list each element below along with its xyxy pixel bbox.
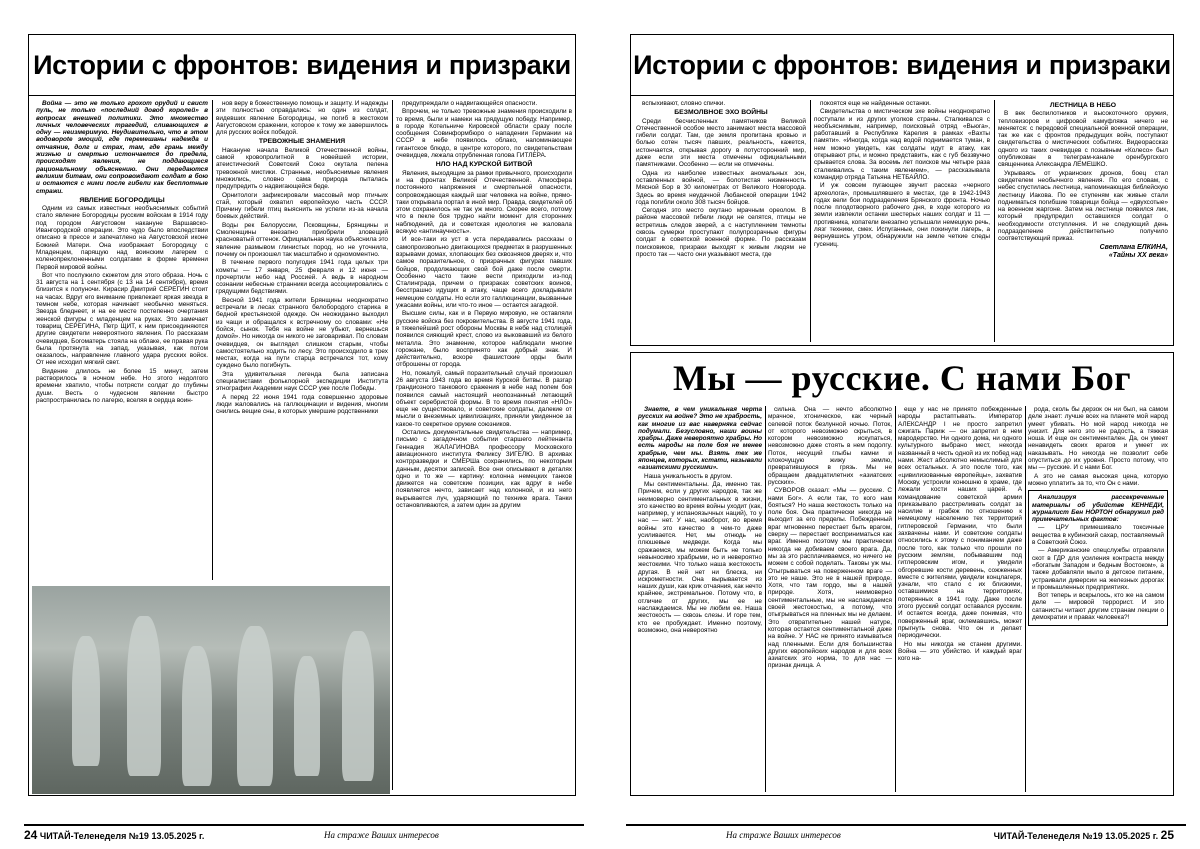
paragraph: предупреждали о надвигающейся опасности. (402, 100, 538, 107)
second-article-title: Мы — русские. С нами Бог (672, 358, 1132, 398)
paragraph: Весной 1941 года жители Брянщины неоднократно встречали в лесах странного белобородого старика в бедной крестьянской одежде. Он неожиданно выходил из чащи и обращался к встречному со словами: «Не бойся, сынок. Тебя на войне не убьют, вернешься домой». Но никогда он никого не заговаривал. По словам очевидцев, он выглядел слишком старым, чтобы самостоятельно ходить по лесу. Это происходило в трех местах, когда на пути старца встречался тот, кому суждено было погибнуть. (216, 296, 388, 370)
column-divider (895, 406, 896, 792)
right-column-2 (814, 100, 990, 342)
ghost-figure (127, 616, 161, 776)
paragraph: Остались документальные свидетельства — например, письмо с загадочном событии старшего лейтенанта Геннадия ЖАЛАГИНОВА профессору Московского авиационного института Феликсу ЗИГЕЛЮ. В архивах контрразведки и СМЕРШа сохранились, по некоторым данным, десятки записей. Все они описывают в деталях одно и то же — картину: колонна немецких танков движется на советские позиции, как вдруг в небе появляется нечто, зависает над колонной, и из него вырывается луч, ударяющий по технике врага. Танки остановливаются, а затем один за другим (396, 429, 572, 510)
paragraph: Накануне начала Великой Отечественной войны, самой кровопролитной в новейшей истории, атеистический Советский Союз окутала пелена тревожной мистики. Странные, необъяснимые явления множились, словно сама природа пыталась предупредить о надвигающейся беде. (216, 146, 388, 191)
paragraph: Впрочем, не только тревожные знамения происходили в то время, были и намеки на грядущую победу. Например, в городе Котельниче Кировской области сразу после сообщения Совинформбюро о нападении Германии на СССР в небе появилось облако, напоминающее гигантское блюдо, в центре которого, по свидетельствам очевидцев, лежала отрубленная голова ГИТЛЕРА. (396, 108, 572, 160)
lead-paragraph: Война — это не только грохот орудий и свист пуль, не только «последний довод королей» в вопросах внешней политики. Это множество личных человеческих трагедий, сливающихся в одну — неизмеримую. Неудивительно, что в этом водоворote эмоций, где перемешаны надежда и отчаяние, долг и страх, там, где грань между жизнью и смертью истончается до предела, происходят явления, не поддающиеся рациональному объяснению. Они передаются великим битвам, они сопровождают солдат в бою и остаются с ними после гибели как бесплотные стражи. (36, 100, 208, 195)
paragraph: сильна. Она — нечто абсолютно мрачное, хтоническое, как черный селевой поток безлунной ночью. Поток, от которого невозможно скрыться, в котором невозможно искупаться, невозможно даже стоять в нем подолгу. Поток, несущий глыбы камни и клокочущую жижу землю, превратившуюся в грязь. Мы не обращаем двадцатилетних «азиатских русских». (768, 406, 892, 486)
paragraph: Мы сентиментальны. Да, именно так. Причем, если у других народов, так же неимоверно сентиментальных в жизни, это качество во время войны уходит (как, например, у испаноязычных наций), то у нас — нет. У нас, наоборот, во время войны это качество в чем-то даже усиливается. Нет, мы отнюдь не плюшевые медведи. Когда мы сражаемся, мы можем быть не только невыносимо храбрыми, но и невероятно жестокими. Что только наша жестокость другая. В ней нет ни блеска, ни искрометности. Она вырывается из наших души, как крик отчаяния, как нечто крайнее, экстремальное. Потому что, в отличие от других, мы ее не наслаждаемся. Мы не любим ее. Наша жестокость — сквозь слезы. И горе тем, кто ее пробуждает. Именно поэтому, возможно, она невероятно (638, 480, 762, 634)
column-divider (1025, 406, 1026, 792)
page-number: 25 (1160, 828, 1174, 842)
paragraph: СУВОРОВ сказал: «Мы — русские. С нами Бог». А если так, то кого нам бояться? Но наша жестокость только на поле боя. Она практически никогда не выходит за его пределы. Побежденный враг мгновенно перестает быть врагом, сверху — перестает восприниматься как враг. Именно поэтому мы практически никогда не добиваем своего врага. Да, мы за это расплачиваемся, но ничего не можем с собой поделать. Таковы уж мы. Отыгрываться на поверженном враге — это не наше. Это не в нашей природе. Хотя, что там гордо, мы в нашей природе. Хотя, неимоверно сентиментальные, мы не наслаждаемся своей жестокостью, а потому, что отыгрываться на пленных мы не делаем. Это отвратительно нашей натуре, которая остается сентиментальной даже на войне. У НАС не принято измываться над пленными. Если для большинства других европейских народов и для всех азиатских это норма, то для нас — признак днища. А (768, 487, 892, 670)
sidebar-box (1028, 490, 1168, 626)
paragraph: еще у нас не принято побежденные народы растаптывать. Император АЛЕКСАНДР I не просто запретил сжигать Париж — он запретил в нем мародерство. Ни одного дома, ни одного культурного выбрано мест, некогда названный в честь одной из их побед над нами. Жест абсолютно немыслимый для всех остальных. А это после того, как «цивилизованные европейцы», захватив Москву, устроили конюшню в храме, где лежали кости наших царей. А командование советской армии приказывало расстреливать солдат за насилие и грабеж по отношению к немецкому населению тех территорий гитлеровской Германии, что были захвачены нами. И советские солдаты относились к этому с пониманием даже после того, как только что прошли по русским землям, побывавшим под гитлеровским игом, и увидели обгоревшие кости деревень, сожженных вместе с жителями, увидели концлагеря, узнали, что стало с их близкими, оставшимися на территориях, потерянных в 1941 году. Даже после этого русский солдат оставался русским. И остается всегда, даже понимая, что поверженный враг, оклемавшись, может прыгнуть снова. Что он и делает периодически. (898, 406, 1022, 640)
article2-column-4 (1028, 406, 1168, 794)
paragraph: рода, сколь бы дерзок он ни был, на самом деле знает: лучше всех на планете мой народ умеет убивать. Но мой народ никогда не унизит. Для него это не радость, а тяжкая ноша. И еще он сентиментален. Да, он умеет ненавидеть своих врагов и умеет их наказывать. Но никогда не позволит себе опуститься до их уровня. Просто потому, что мы — русские. И с нами Бог. (1028, 406, 1168, 472)
paragraph: Свидетельства о мистическом эхе войны неоднократно поступали и из других уголков страны. Сталкивался с необъяснимым, например, поисковый отряд «Вьюга», работавший в Республике Карелия в рамках «Вахты памяти». «Иногда, когда над водой поднимается туман, в нем можно увидеть, как солдаты идут в атаку, как открывают рты, и можно представить, как с губ беззвучно срывается слова. За восемь лет поисков мы четыре раза сталкивались с таким явлением», — рассказывала командир отряда Татьяна НЕТБАЙЛО. (814, 108, 990, 181)
ghost-figure (237, 626, 273, 786)
paragraph: Одним из самых известных необъяснимых событий стало явление Богородицы русским войскам в 1914 году под городом Августовом накануне Варшавско-Ивангородской операции. Это чудо было впоследствии описано в прессе и запечатлено на Августовской иконе Божией Матери. Она изображает Богородицу с Младенцем, парящую над воинским лагерем с коленопреклоненными солдатами в форме времени Первой мировой войны. (36, 205, 208, 271)
paragraph: — ЦРУ примешивало токсичные вещества в кубинский сахар, поставляемый в Советский Союз. (1032, 524, 1164, 547)
article2-column-1 (638, 406, 762, 794)
paragraph: Наша уникальность в другом. (644, 472, 733, 480)
subheading-lestnitsa: ЛЕСТНИЦА В НЕБО (1049, 102, 1117, 109)
subheading-nlo: НЛО НАД КУРСКОЙ БИТВОЙ (435, 161, 533, 169)
paper-name: ЧИТАЙ-Теленеделя (993, 831, 1081, 841)
paragraph: И все-таки из уст в уста передавались рассказы о самопроизвольно двигающихся предметах в разрушенных взрывами домах, хлопающих без сквозняков дверях и, что самое поразительное, о призрачных фигурах павших бойцов, продолжающих свой бой даже после смерти. Особенно часто такие вести приходили из-под Сталинграда, причем о призраках советских воинов, бесстрашно идущих в атаку, чаще всего докладывали немецкие солдаты. Но если это галлюцинации, вызванные ужасами войны, или что-то иное — остается загадкой. (396, 236, 572, 310)
paragraph: нов веру в божественную помощь и защиту. И надежды эти полностью оправдались: но один из солдат, видевших явление Богородицы, не погиб в жестоком Августовском сражении, которое к тому же завершилось для русских войск победой. (216, 100, 388, 137)
ghost-figure (342, 631, 374, 781)
paragraph: А перед 22 июня 1941 года совершенно здоровые люди жаловались на галлюцинации и видения, многим снились вещие сны, в которых умершие родственники (216, 393, 388, 416)
subheading-znameniya: ТРЕВОЖНЫЕ ЗНАМЕНИЯ (258, 138, 346, 146)
issue-date: 13.05.2025 г. (151, 831, 205, 841)
issue-number: №19 (1082, 831, 1103, 841)
left-page-title: Истории с фронтов: видения и призраки (28, 34, 576, 96)
column-divider (212, 100, 213, 580)
paragraph: Среди бесчисленных памятников Великой Отечественной особое место занимают места массовой гибели солдат. Там, где земля пропитана кровью и болью сотен тысяч павших, реальность, кажется, истончается, открывая дорогу в потусторонний мир, даже если эти места отмечены официальными памятниками. Особенно — если не отмечены. (636, 117, 806, 169)
ghost-figure (72, 636, 100, 766)
article2-column-2 (768, 406, 892, 794)
paragraph: вспыхивают, словно спички. (642, 100, 726, 107)
right-column-3 (998, 100, 1168, 342)
issue-date: 13.05.2025 г. (1105, 831, 1159, 841)
paragraph: А это не самая высокая цена, которую можно уплатить за то, что Он с нами. (1028, 472, 1168, 487)
issue-number: №19 (128, 831, 149, 841)
paragraph: И уж совсем пугающее звучит рассказ «черного археолога», промышлявшего в местах, где в 1942-1943 годах вели бои подразделения Брянского фронта. Ночью после плодотворного рабочего дня, в ходе которого из земли извлекли останки шестерых наших солдат и 11 — противника, копатели внезапно услышали немецкую речь, лязг техники, смех. Испуганные, они покинули лагерь, а вернувшись утром, обнаружили на земле четкие следы гусениц. (814, 182, 990, 248)
paragraph: Но, пожалуй, самый поразительный случай произошел 26 августа 1943 года во время Курской битвы. В разгар грандиозного танкового сражения в небе над полем боя появился самый настоящий неопознанный летающий объект серебристой формы. В то время понятия «НЛО» еще не существовало, и советские солдаты, далекие от мысли о внеземных цивилизациях, приняли увиденное за какое-то секретное оружие союзников. (396, 369, 572, 428)
column-divider (994, 100, 995, 342)
paragraph: покоятся еще не найденные останки. (820, 100, 931, 107)
left-footer (24, 824, 584, 842)
source-signature: «Тайны XX века» (1108, 251, 1168, 259)
right-page (626, 34, 1186, 842)
right-page-title: Истории с фронтов: видения и призраки (630, 34, 1174, 96)
left-page (24, 34, 584, 842)
paragraph: Но мы никогда не станем другими. Война — это убийство. И каждый враг кого на- (898, 640, 1022, 663)
paragraph: Укрываясь от украинских дронов, боец стал свидетелем необычного явления. По его словам, с небес спустилась лестница, напоминающая библейскую лестницу Иакова. По ее ступеням как живые стали подниматься погибшие товарищи бойца — «двухсотые» на военном жаргоне. Затем на лестнице появился лик, который предупредил оставшихся солдат о необходимости отступления. И не следующий день подразделение действительно получило соответствующий приказ. (998, 169, 1168, 243)
lead-paragraph: Знаете, в чем уникальная черта русских на войне? Это не храбрость, как многие из вас наверняка сейчас подумали. Безусловно, наши воины храбры. Даже невероятно храбры. Но есть народы на поле боя не менее храбрые, чем мы. Взять тех же японцев, которых, кстати, называли «азиатскими русскими». (638, 406, 762, 472)
column-divider (765, 406, 766, 792)
ghost-figure (182, 646, 212, 786)
subheading-bogoroditsa: ЯВЛЕНИЕ БОГОРОДИЦЫ (79, 196, 165, 204)
paragraph: Эта удивительная легенда была записана специалистами фольклорной экспедиции Института этнографии Академии наук СССР уже после Победы. (216, 370, 388, 393)
slogan: На страже Ваших интересов (726, 830, 841, 840)
paper-name: ЧИТАЙ-Теленеделя (39, 831, 127, 841)
paragraph: Воды рек Белоруссии, Псковщины, Брянщины и Смоленщины внезапно приобрели зловещий красноватый оттенок. Официальная наука объяснила это явление размывом глинистых пород, но не уточнила, почему он произошел так масштабно и одномоментно. (216, 221, 388, 258)
slogan: На страже Ваших интересов (324, 830, 439, 840)
paragraph: Одна из наиболее известных аномальных зон, оставленных войной, — болотистая низменность Мясной Бор в 30 километрах от Великого Новгорода. Здесь во время неудачной Любанской операции 1942 года погибли около 308 тысяч бойцов. (636, 169, 806, 206)
paragraph: Высшие силы, как и в Первую мировую, не оставляли русские войска без покровительства. В августе 1941 года, в тяжелейший рост обороны Москвы в небе над столицей появился сияющий крест, слово из выковавший из белого металла. Это знамение, которое наблюдали многие горожане, было воспринято как добрый знак. И действительно, вскоре фашистские орды были отброшены от города. (396, 310, 572, 369)
paragraph: Вот что послужило сюжетом для этого образа. Ночь с 31 августа на 1 сентября (с 13 на 14 сентября), время близится к полуночи. Кирасир Дмитрий СЕРЕГИН стоит на часах. Вдруг его внимание привлекает яркая звезда в темном небе, которая начинает необычно меняться. Звезда бледнеет, и на ее месте постепенно очертания женской фигуры с младенцем на руках. Это замечает товарищ СЕРЕГИНА, Петр ЩИТ, к ним присоединяются другие свидетели невероятного явления. По рассказам очевидцев, Богоматерь стояла на облаке, ее правая рука была протянута на запад, указывая, как потом оказалось, направление главного удара русских войск. От нее исходил мягкий свет. (36, 271, 208, 367)
paragraph: В век беспилотников и высокоточного оружия, тепловизоров и цифровой камуфляжа ничего не меняется: с передовой специальной военной операции, так же как с фронтов предыдущих войн, поступают свидетельства о мистических событиях. Видеорассказ одного из таких очевидцев с позывным «Колесо» был опубликован в телеграм-канале оренбургского священника Александра ЛЕМЕШКО. (998, 110, 1168, 169)
left-column-1 (36, 100, 208, 570)
page-number: 24 (24, 828, 38, 842)
paragraph: Сегодня это место окутано мрачным ореолом. В районе массовой гибели люди не селятся, птицы не встретишь следов зверей, а с наступлением темноты сквозь сумерки проступают полупрозрачные фигуры солдат в советской военной форме. По рассказам поисковиков, призраки выходят к живым людям не просто так — часто они указывают места, где (636, 207, 806, 258)
paragraph: Видение длилось не более 15 минут, затем растворилось в ночном небе. Но этого недолгого времени хватило, чтобы потрясти солдат до глубины души. Весть о чудесном явлении быстро распространилась по лагерю, вселяя в сердца воин- (36, 367, 208, 404)
ghost-figure (294, 656, 320, 776)
paragraph: Вот теперь и вскрылось, кто же на самом деле — мировой террорист. И это сатанисты читают другим странам лекции о демократии и правах человека?! (1032, 592, 1164, 622)
article2-column-3 (898, 406, 1022, 794)
paragraph: В течение первого полугодия 1941 года целых три кометы — 17 января, 25 февраля и 12 июня — прочертили небо над Россией. А ведь в народном сознании небесные странники всегда ассоциировались с грядущими бедствиями. (216, 259, 388, 296)
paragraph: Орнитологи зафиксировали массовый мор птичьих стай, который охватил европейскую часть СССР. Причину гибели птиц выяснить не успели из-за начала боевых действий. (216, 191, 388, 221)
column-divider (810, 100, 811, 342)
subheading-echo: БЕЗМОЛВНОЕ ЭХО ВОЙНЫ (674, 109, 768, 117)
right-footer (626, 824, 1186, 842)
paragraph: — Американские спецслужбы отравляли скот в ГДР для усиления контраста между «богатым Западом и бедным Востоком», а также добавляли мыло в детское питание, устраивали диверсии на железных дорогах и промышленных предприятиях. (1032, 547, 1164, 591)
right-column-1 (636, 100, 806, 342)
column-divider (392, 100, 393, 790)
author-signature: Светлана ЕЛКИНА, (1099, 243, 1168, 251)
ghost-soldiers-photo (32, 586, 390, 794)
left-column-2 (216, 100, 388, 580)
paragraph: Явления, выходящие за рамки привычного, происходили и на фронтах Великой Отечественной. Атмосфера постоянного напряжения и смертельной опасности, сопровождающая каждый шаг человека на войне, прямо-таки открывала портал в иной мир. Правда, свидетелей об этом сохранилось не так уж много. Скорее всего, потому что в пекле боя трудно найти момент для сторонних наблюдений, да и советская идеология не жаловала всякую «антинаучность». (396, 169, 572, 236)
left-column-3 (396, 100, 572, 790)
sidebar-lead: Анализируя рассекреченные материалы об убийстве КЕННЕДИ, журналист Бен НОРТОН обнаружил ряд примечательных фактов: (1032, 494, 1164, 524)
